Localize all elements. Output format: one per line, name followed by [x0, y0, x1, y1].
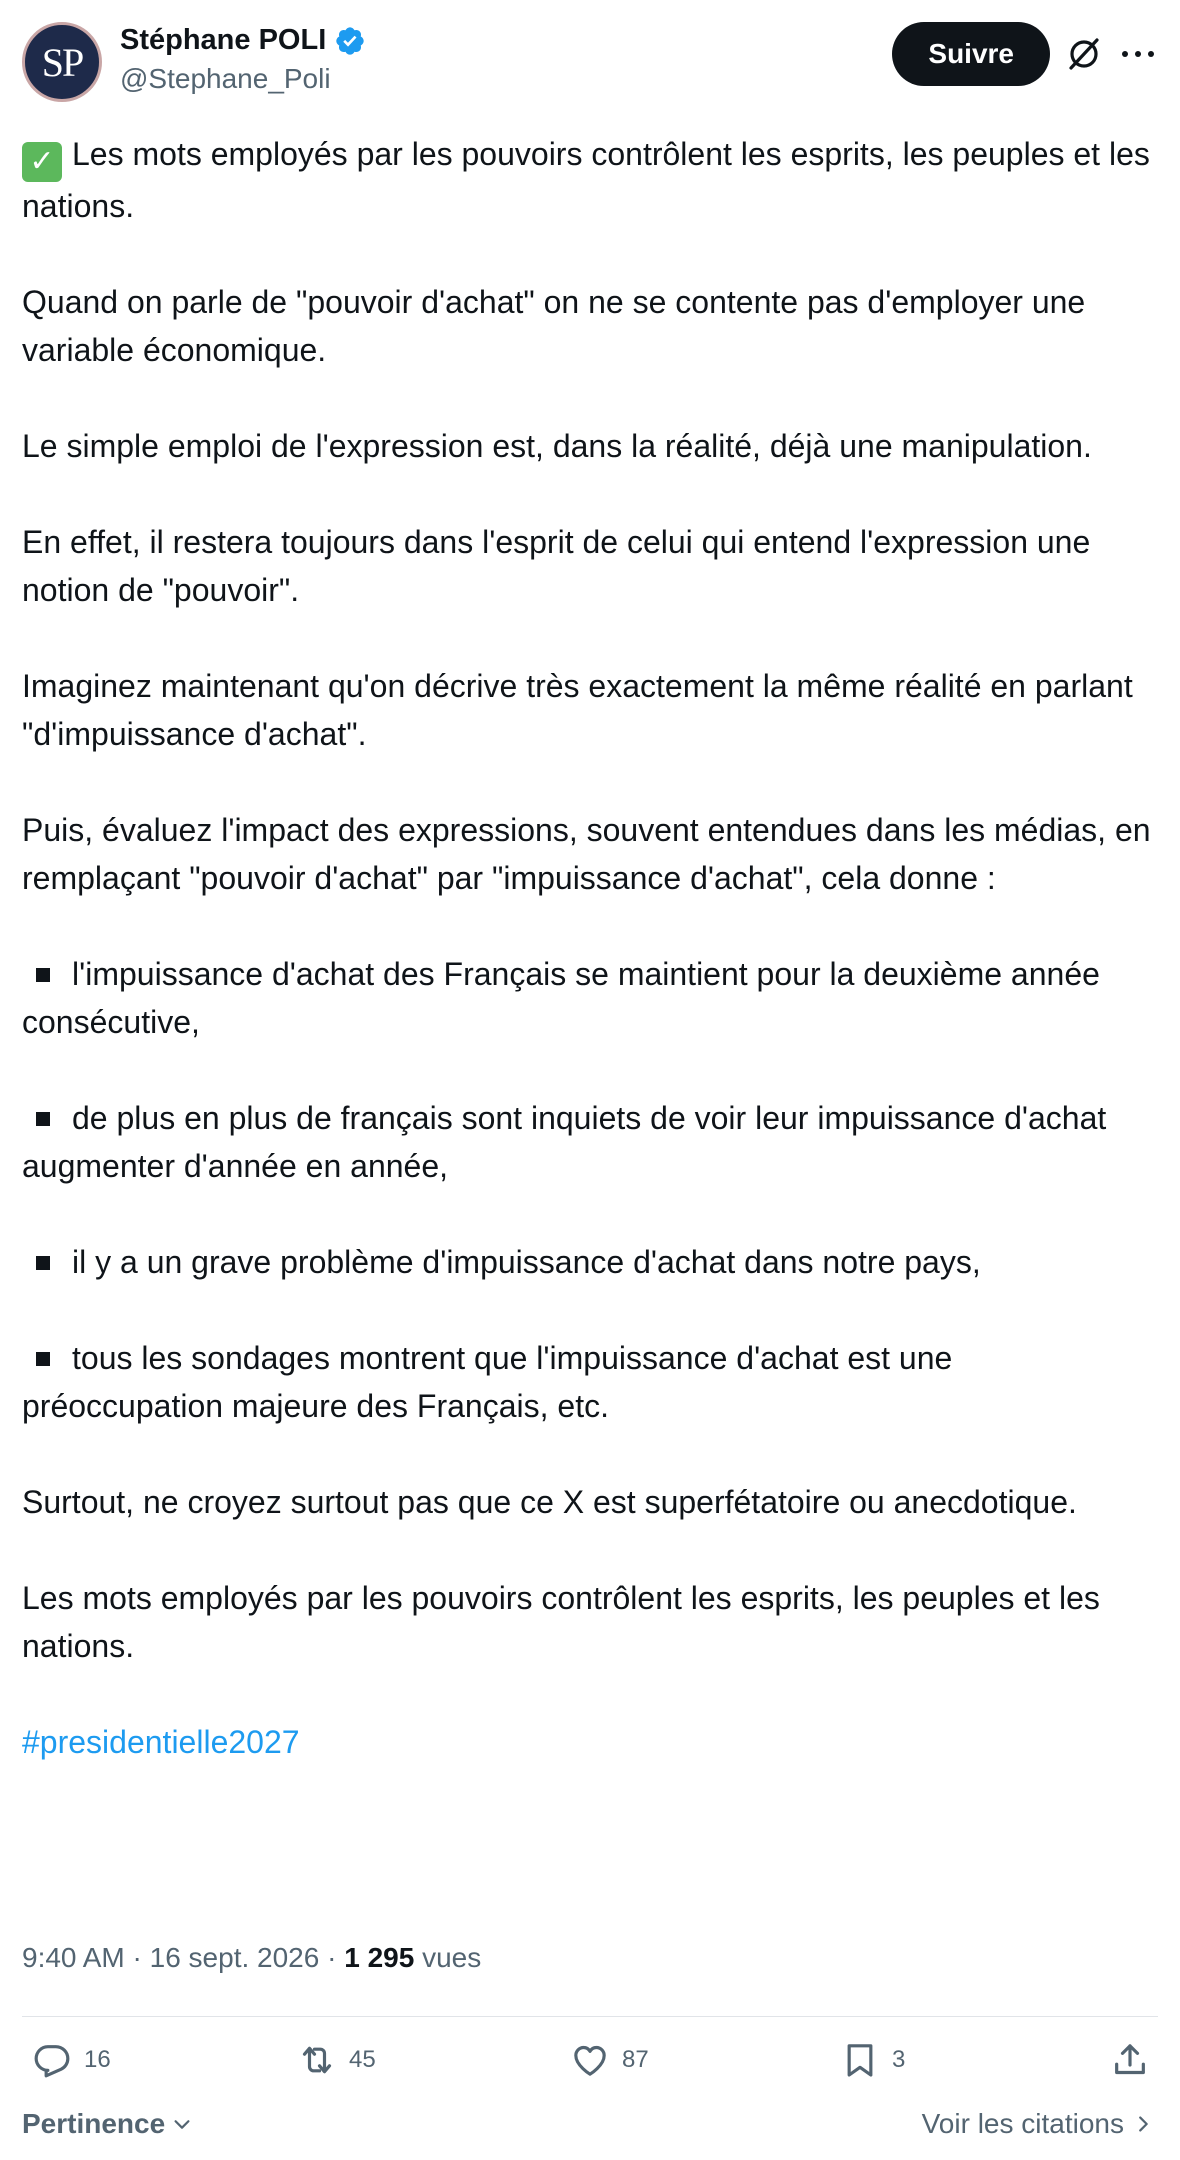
chevron-down-icon [171, 2113, 193, 2135]
bookmark-count: 3 [892, 2046, 906, 2073]
like-icon [570, 2040, 610, 2080]
views-count: 1 295 [344, 1942, 415, 1973]
tweet-meta: 9:40 AM · 16 sept. 2026 · 1 295 vues [22, 1942, 482, 1973]
hashtag-link[interactable]: #presidentielle2027 [22, 1724, 300, 1760]
paragraph: En effet, il restera toujours dans l'esprit de celui qui entend l'expression une notion de "pouvoir". [22, 524, 1091, 608]
reply-button[interactable] [32, 2040, 111, 2080]
reply-icon [32, 2040, 72, 2080]
check-mark-emoji-icon: ✓ [22, 142, 62, 182]
bullet-icon [36, 968, 50, 982]
paragraph: Imaginez maintenant qu'on décrive très exactement la même réalité en parlant "d'impuissance d'achat". [22, 668, 1133, 752]
bookmark-icon [840, 2040, 880, 2080]
bullet-icon [36, 1352, 50, 1366]
divider [22, 2016, 1158, 2017]
paragraph: ✓ Les mots employés par les pouvoirs contrôlent les esprits, les peuples et les nations. [22, 136, 1150, 224]
bookmark-button[interactable] [840, 2040, 905, 2080]
more-icon[interactable] [1118, 38, 1158, 70]
avatar[interactable] [22, 22, 102, 102]
display-name[interactable]: Stéphane POLI [120, 24, 327, 56]
views-label: vues [422, 1942, 482, 1973]
avatar-initials: SP [41, 39, 83, 85]
author-info [120, 24, 366, 95]
bullet-icon [36, 1112, 50, 1126]
paragraph: Puis, évaluez l'impact des expressions, souvent entendues dans les médias, en remplaçant "pouvoir d'achat" par "impuissance d'achat", cela donne : [22, 812, 1151, 896]
paragraph: Les mots employés par les pouvoirs contrôlent les esprits, les peuples et les nations. [22, 1580, 1100, 1664]
like-count: 87 [622, 2046, 649, 2073]
tweet-date[interactable]: 16 sept. 2026 [149, 1942, 320, 1973]
follow-button[interactable]: Suivre [892, 22, 1050, 86]
chevron-right-icon [1132, 2113, 1154, 2135]
tweet-text [22, 130, 1158, 1766]
repost-count: 45 [349, 2046, 376, 2073]
tweet-header [22, 20, 1158, 106]
bullet-item: de plus en plus de français sont inquiets de voir leur impuissance d'achat augmenter d'année en année, [22, 1100, 1107, 1184]
bullet-item: il y a un grave problème d'impuissance d'achat dans notre pays, [22, 1238, 1158, 1286]
sort-dropdown[interactable] [22, 2108, 193, 2140]
paragraph: Quand on parle de "pouvoir d'achat" on ne se contente pas d'employer une variable économique. [22, 284, 1086, 368]
like-button[interactable] [570, 2040, 649, 2080]
share-button[interactable] [1110, 2040, 1150, 2080]
sort-label: Pertinence [22, 2108, 166, 2139]
repost-button[interactable] [297, 2040, 376, 2080]
tweet-time[interactable]: 9:40 AM [22, 1942, 125, 1973]
view-quotes-link[interactable] [922, 2108, 1154, 2140]
repost-icon [297, 2040, 337, 2080]
handle[interactable]: @Stephane_Poli [120, 63, 331, 94]
grok-icon[interactable] [1066, 36, 1102, 72]
bullet-icon [36, 1256, 50, 1270]
share-icon [1110, 2040, 1150, 2080]
reply-count: 16 [84, 2046, 111, 2073]
paragraph: Le simple emploi de l'expression est, dans la réalité, déjà une manipulation. [22, 428, 1092, 464]
paragraph: Surtout, ne croyez surtout pas que ce X est superfétatoire ou anecdotique. [22, 1484, 1077, 1520]
verified-badge-icon [334, 25, 366, 57]
bullet-item: l'impuissance d'achat des Français se maintient pour la deuxième année consécutive, [22, 956, 1100, 1040]
bullet-item: tous les sondages montrent que l'impuissance d'achat est une préoccupation majeure des Français, etc. [22, 1340, 953, 1424]
quotes-label: Voir les citations [921, 2108, 1124, 2139]
hashtag-line [22, 1718, 1158, 1766]
action-bar [22, 2040, 1158, 2096]
replies-footer [22, 2108, 1158, 2148]
